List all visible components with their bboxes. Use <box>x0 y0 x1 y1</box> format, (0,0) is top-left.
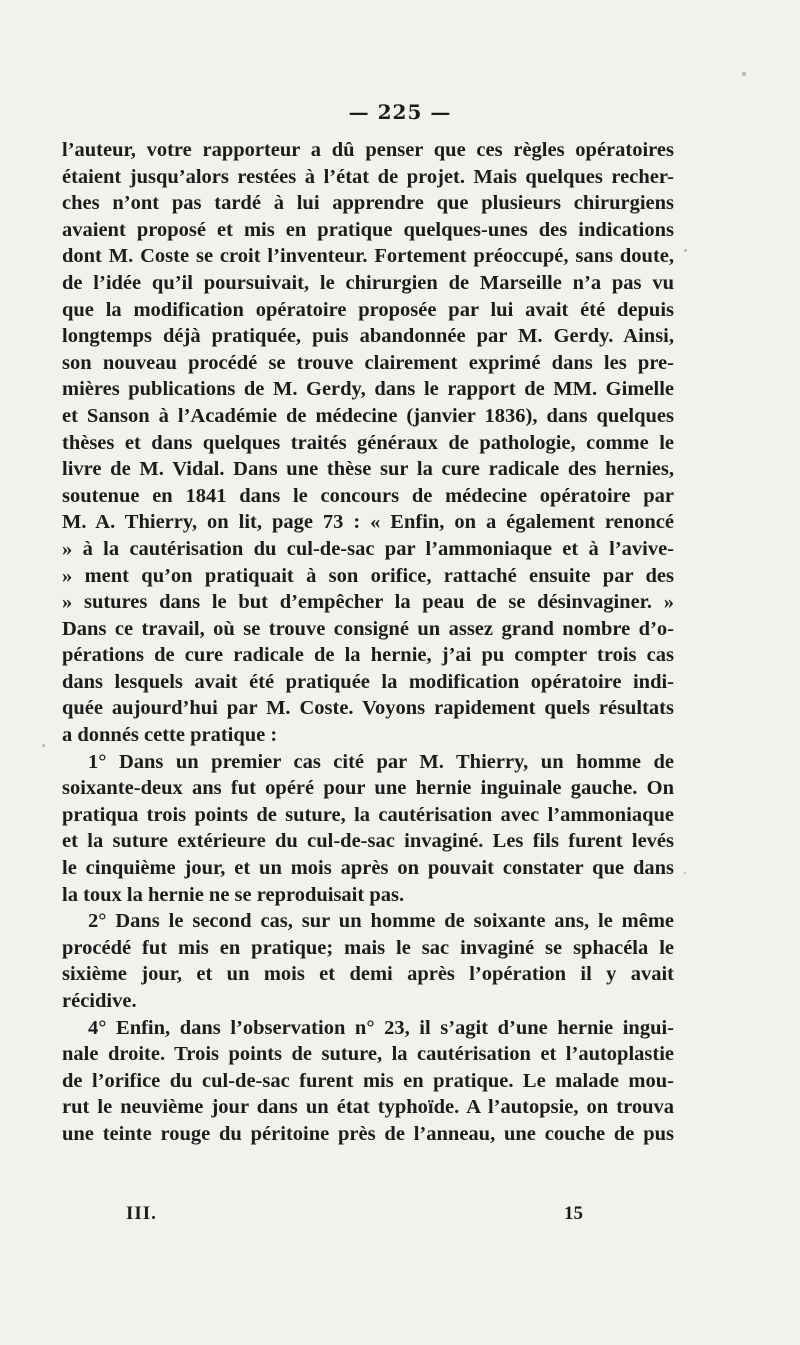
text-line: de l’orifice du cul-de-sac furent mis en pratique. Le malade mou- <box>62 1069 674 1092</box>
text-line: » ment qu’on pratiquait à son orifice, rattaché ensuite par des <box>62 564 674 587</box>
text-line: sixième jour, et un mois et demi après l’opération il y avait <box>62 963 674 986</box>
text-line: thèses et dans quelques traités généraux de pathologie, comme le <box>62 431 674 454</box>
text-line: longtemps déjà pratiquée, puis abandonnée par M. Gerdy. Ainsi, <box>62 325 674 348</box>
text-line: quée aujourd’hui par M. Coste. Voyons rapidement quels résultats <box>62 697 674 720</box>
text-line: nale droite. Trois points de suture, la cautérisation et l’autoplastie <box>62 1043 674 1066</box>
text-line: une teinte rouge du péritoine près de l’anneau, une couche de pus <box>62 1122 674 1145</box>
paper-speck <box>684 872 686 874</box>
text-line: son nouveau procédé se trouve clairement exprimé dans les pre- <box>62 351 674 374</box>
body-text <box>62 137 674 1148</box>
text-line: procédé fut mis en pratique; mais le sac invaginé se sphacéla le <box>62 936 674 959</box>
text-line: Dans ce travail, où se trouve consigné un assez grand nombre d’o- <box>62 617 674 640</box>
text-line: de l’idée qu’il poursuivait, le chirurgien de Marseille n’a pas vu <box>62 271 674 294</box>
sheet-number: 15 <box>564 1203 583 1224</box>
paper-speck <box>42 744 45 747</box>
page-number: — 225 — <box>348 100 452 124</box>
paper-speck <box>742 72 746 76</box>
text-line: 2° Dans le second cas, sur un homme de soixante ans, le même <box>88 910 674 933</box>
text-line: avaient proposé et mis en pratique quelques-unes des indications <box>62 218 674 241</box>
text-line: livre de M. Vidal. Dans une thèse sur la cure radicale des hernies, <box>62 458 674 481</box>
signature-mark: III. <box>126 1203 157 1224</box>
text-line: récidive. <box>62 990 137 1012</box>
text-line: pratiqua trois points de suture, la cautérisation avec l’ammoniaque <box>62 803 674 826</box>
text-line: la toux la hernie ne se reproduisait pas. <box>62 883 405 906</box>
text-line: soutenue en 1841 dans le concours de médecine opératoire par <box>62 484 674 507</box>
text-line: étaient jusqu’alors restées à l’état de projet. Mais quelques recher- <box>62 165 674 188</box>
text-line: rut le neuvième jour dans un état typhoïde. A l’autopsie, on trouva <box>62 1096 674 1119</box>
text-line: pérations de cure radicale de la hernie, j’ai pu compter trois cas <box>62 644 674 667</box>
text-line: 1° Dans un premier cas cité par M. Thierry, un homme de <box>88 750 674 773</box>
text-line: soixante-deux ans fut opéré pour une hernie inguinale gauche. On <box>62 777 674 800</box>
text-line: que la modification opératoire proposée par lui avait été depuis <box>62 298 674 321</box>
text-line: dont M. Coste se croit l’inventeur. Fortement préoccupé, sans doute, <box>62 245 674 268</box>
paper-speck <box>684 249 687 252</box>
text-line: et Sanson à l’Académie de médecine (janvier 1836), dans quelques <box>62 404 674 427</box>
text-line: le cinquième jour, et un mois après on pouvait constater que dans <box>62 857 674 880</box>
text-line: l’auteur, votre rapporteur a dû penser que ces règles opératoires <box>62 139 674 161</box>
text-line: » à la cautérisation du cul-de-sac par l’ammoniaque et à l’avive- <box>62 537 674 560</box>
text-line: mières publications de M. Gerdy, dans le rapport de MM. Gimelle <box>62 378 674 401</box>
text-line: ches n’ont pas tardé à lui apprendre que plusieurs chirurgiens <box>62 192 674 215</box>
text-line: a donnés cette pratique : <box>62 724 278 747</box>
text-line: dans lesquels avait été pratiquée la modification opératoire indi- <box>62 670 674 693</box>
text-line: » sutures dans le but d’empêcher la peau de se désinvaginer. » <box>62 591 674 614</box>
text-line: 4° Enfin, dans l’observation n° 23, il s’agit d’une hernie ingui- <box>88 1016 674 1039</box>
text-line: et la suture extérieure du cul-de-sac invaginé. Les fils furent levés <box>62 830 674 853</box>
text-line: M. A. Thierry, on lit, page 73 : « Enfin, on a également renoncé <box>62 511 674 534</box>
